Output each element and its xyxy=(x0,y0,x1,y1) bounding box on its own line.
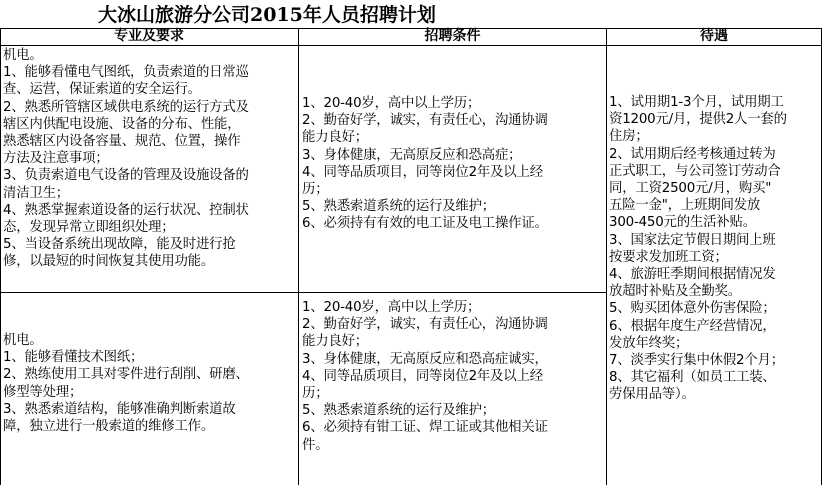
text-line: 态，发现异常立即组织处理； xyxy=(3,220,175,236)
text-line: 5、熟悉索道系统的运行及维护； xyxy=(302,199,495,215)
text-line: 6、必须持有钳工证、焊工证或其他相关证 xyxy=(302,420,548,436)
text-line: 资1200元/月，提供2人一套的 xyxy=(609,112,787,128)
text-line: 1、能够看懂电气图纸，负责索道的日常巡 xyxy=(3,65,249,81)
row2-requirements xyxy=(3,332,297,435)
text-line: 6、必须持有有效的电工证及电工操作证。 xyxy=(302,216,548,232)
text-line: 7、淡季实行集中休假2个月； xyxy=(609,353,784,369)
text-line: 4、同等品质项目，同等岗位2年及以上经 xyxy=(302,164,543,180)
text-line: 障，独立进行一般索道的维修工作。 xyxy=(3,419,215,435)
recruitment-table xyxy=(0,28,823,485)
text-line: 发放年终奖； xyxy=(609,335,689,351)
text-line: 同，工资2500元/月，购买" xyxy=(609,181,772,197)
text-line: 5、购买团体意外伤害保险； xyxy=(609,301,776,317)
text-line: 查、运营，保证索道的安全运行。 xyxy=(3,82,201,98)
page-title: 大冰山旅游分公司2015年人员招聘计划 xyxy=(98,4,436,26)
text-line: 能力良好； xyxy=(302,334,368,350)
text-line: 4、同等品质项目，同等岗位2年及以上经 xyxy=(302,368,543,384)
text-line: 5、熟悉索道系统的运行及维护； xyxy=(302,403,495,419)
text-line: 正式职工，与公司签订劳动合 xyxy=(609,163,781,179)
text-line: 劳保用品等）。 xyxy=(609,387,695,403)
header-requirements: 专业及要求 xyxy=(114,28,184,44)
text-line: 五险一金"，上班期间发放 xyxy=(609,198,761,214)
text-line: 2、熟悉所管辖区域供电系统的运行方式及 xyxy=(3,99,249,115)
text-line: 2、熟练使用工具对零件进行刮削、研磨、 xyxy=(3,367,249,383)
text-line: 300-450元的生活补贴。 xyxy=(609,215,756,231)
header-bottom-border xyxy=(0,45,822,46)
text-line: 2、勤奋好学，诚实，有责任心，沟通协调 xyxy=(302,113,548,129)
text-line: 修，以最短的时间恢复其使用功能。 xyxy=(3,254,215,270)
table-left-border xyxy=(0,28,1,485)
text-line: 能力良好； xyxy=(302,130,368,146)
row-divider xyxy=(0,292,606,293)
text-line: 清洁卫生； xyxy=(3,185,69,201)
row1-requirements xyxy=(3,47,297,271)
text-line: 3、熟悉索道结构，能够准确判断索道故 xyxy=(3,401,236,417)
text-line: 辖区内供配电设施、设备的分布、性能， xyxy=(3,116,241,132)
text-line: 4、旅游旺季期间根据情况发 xyxy=(609,267,776,283)
text-line: 8、其它福利（如员工工装、 xyxy=(609,370,776,386)
text-line: 历； xyxy=(302,182,329,198)
text-line: 放超时补贴及全勤奖。 xyxy=(609,284,741,300)
text-line: 5、当设备系统出现故障，能及时进行抢 xyxy=(3,237,236,253)
text-line: 按要求发加班工资； xyxy=(609,249,728,265)
text-line: 熟悉辖区内设备容量、规范、位置，操作 xyxy=(3,134,241,150)
text-line: 2、勤奋好学，诚实，有责任心，沟通协调 xyxy=(302,317,548,333)
column-divider-1 xyxy=(298,28,299,485)
text-line: 方法及注意事项； xyxy=(3,151,109,167)
text-line: 机电。 xyxy=(3,333,43,348)
header-conditions: 招聘条件 xyxy=(424,28,481,44)
text-line: 6、根据年度生产经营情况， xyxy=(609,318,776,334)
text-line: 2、试用期后经考核通过转为 xyxy=(609,146,776,162)
text-line: 4、熟悉掌握索道设备的运行状况、控制状 xyxy=(3,202,249,218)
text-line: 3、负责索道电气设备的管理及设施设备的 xyxy=(3,168,249,184)
text-line: 3、身体健康，无高原反应和恐高症； xyxy=(302,147,522,163)
row2-conditions xyxy=(302,299,604,454)
header-benefits: 待遇 xyxy=(700,28,728,44)
column-divider-2 xyxy=(606,28,607,485)
text-line: 1、试用期1-3个月，试用期工 xyxy=(609,95,784,110)
row1-conditions xyxy=(302,95,604,233)
text-line: 1、能够看懂技术图纸； xyxy=(3,350,144,366)
benefits-cell xyxy=(609,94,820,404)
text-line: 1、20-40岁，高中以上学历； xyxy=(302,96,481,111)
text-line: 修型等处理； xyxy=(3,384,83,400)
text-line: 3、身体健康，无高原反应和恐高症诚实， xyxy=(302,351,548,367)
text-line: 3、国家法定节假日期间上班 xyxy=(609,232,776,248)
text-line: 机电。 xyxy=(3,48,43,63)
text-line: 件。 xyxy=(302,437,329,453)
text-line: 住房； xyxy=(609,129,649,145)
text-line: 1、20-40岁，高中以上学历； xyxy=(302,300,481,315)
table-right-border xyxy=(821,28,822,485)
text-line: 历； xyxy=(302,386,329,402)
